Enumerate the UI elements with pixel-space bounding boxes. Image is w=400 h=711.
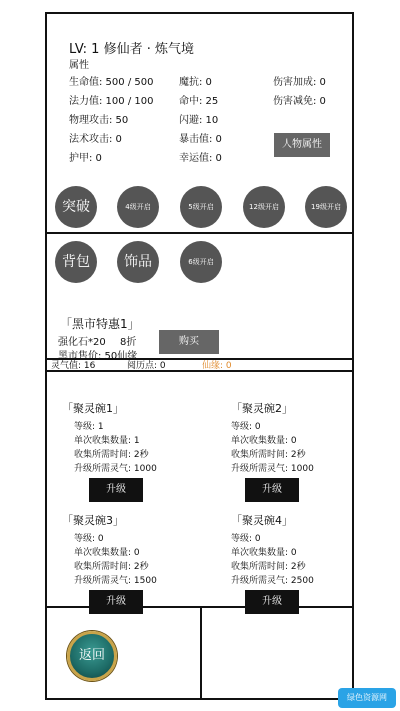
bowl-2-upgrade-button[interactable]: 升级	[245, 478, 299, 502]
bowl-3-upgrade-button[interactable]: 升级	[89, 590, 143, 614]
deal-item: 强化石*20	[58, 337, 106, 348]
stat-magic-atk: 法术攻击: 0	[69, 134, 122, 145]
yueli-value: 阅历点: 0	[127, 361, 166, 371]
bowl-title: 「聚灵碗2」	[231, 402, 293, 415]
stat-magic-res: 魔抗: 0	[179, 77, 212, 88]
bowl-1-upgrade-button[interactable]: 升级	[89, 478, 143, 502]
lingqi-value: 灵气值: 16	[51, 361, 96, 371]
bowl-collect-time: 收集所需时间: 2秒	[74, 450, 149, 460]
site-watermark: 绿色资源网	[338, 688, 396, 708]
buy-button[interactable]: 购买	[159, 330, 219, 354]
stat-dodge: 闪避: 10	[179, 115, 219, 126]
stat-dmg-bonus: 伤害加成: 0	[273, 77, 326, 88]
locked-slot-lv5-button[interactable]: 5级开启	[180, 186, 222, 228]
bowl-title: 「聚灵碗1」	[62, 402, 124, 415]
locked-slot-lv19-button[interactable]: 19级开启	[305, 186, 347, 228]
bowl-upgrade-cost: 升级所需灵气: 1000	[231, 464, 314, 474]
game-frame	[45, 12, 354, 700]
xianyuan-value: 仙缘: 0	[202, 361, 232, 371]
stats-panel	[47, 14, 352, 234]
breakthrough-button[interactable]: 突破	[55, 186, 97, 228]
bowl-per-collect: 单次收集数量: 0	[231, 436, 297, 446]
bowl-title: 「聚灵碗3」	[62, 514, 124, 527]
spirit-bowls-panel	[47, 372, 352, 608]
bowl-level: 等级: 0	[74, 534, 104, 544]
stat-armor: 护甲: 0	[69, 153, 102, 164]
bowl-collect-time: 收集所需时间: 2秒	[231, 450, 306, 460]
stat-mp: 法力值: 100 / 100	[69, 96, 154, 107]
bowl-per-collect: 单次收集数量: 1	[74, 436, 140, 446]
resource-bar	[47, 360, 352, 372]
stat-hit: 命中: 25	[179, 96, 219, 107]
return-button[interactable]: 返回	[67, 631, 117, 681]
deal-discount: 8折	[120, 337, 137, 348]
bowl-4-upgrade-button[interactable]: 升级	[245, 590, 299, 614]
bowl-collect-time: 收集所需时间: 2秒	[74, 562, 149, 572]
bowl-level: 等级: 0	[231, 534, 261, 544]
locked-slot-lv4-button[interactable]: 4级开启	[117, 186, 159, 228]
stat-hp: 生命值: 500 / 500	[69, 77, 154, 88]
deal-title: 「黑市特惠1」	[60, 317, 140, 331]
stat-luck: 幸运值: 0	[179, 153, 222, 164]
bowl-upgrade-cost: 升级所需灵气: 1500	[74, 576, 157, 586]
accessory-button[interactable]: 饰品	[117, 241, 159, 283]
bottom-divider	[200, 608, 202, 698]
bottom-panel	[47, 608, 352, 698]
level-line: LV: 1 修仙者 · 炼气境	[69, 42, 194, 57]
bowl-upgrade-cost: 升级所需灵气: 2500	[231, 576, 314, 586]
stat-phys-atk: 物理攻击: 50	[69, 115, 129, 126]
bowl-level: 等级: 1	[74, 422, 104, 432]
locked-slot-lv6-button[interactable]: 6级开启	[180, 241, 222, 283]
character-attributes-button[interactable]: 人物属性	[274, 133, 330, 157]
bowl-per-collect: 单次收集数量: 0	[231, 548, 297, 558]
stat-crit: 暴击值: 0	[179, 134, 222, 145]
stat-dmg-reduce: 伤害减免: 0	[273, 96, 326, 107]
bowl-collect-time: 收集所需时间: 2秒	[231, 562, 306, 572]
attributes-title: 属性	[69, 60, 89, 71]
bowl-level: 等级: 0	[231, 422, 261, 432]
bowl-title: 「聚灵碗4」	[231, 514, 293, 527]
bag-panel	[47, 234, 352, 360]
bowl-upgrade-cost: 升级所需灵气: 1000	[74, 464, 157, 474]
bag-button[interactable]: 背包	[55, 241, 97, 283]
locked-slot-lv12-button[interactable]: 12级开启	[243, 186, 285, 228]
deal-price: 黑市售价: 50仙缘	[58, 351, 138, 362]
bowl-per-collect: 单次收集数量: 0	[74, 548, 140, 558]
